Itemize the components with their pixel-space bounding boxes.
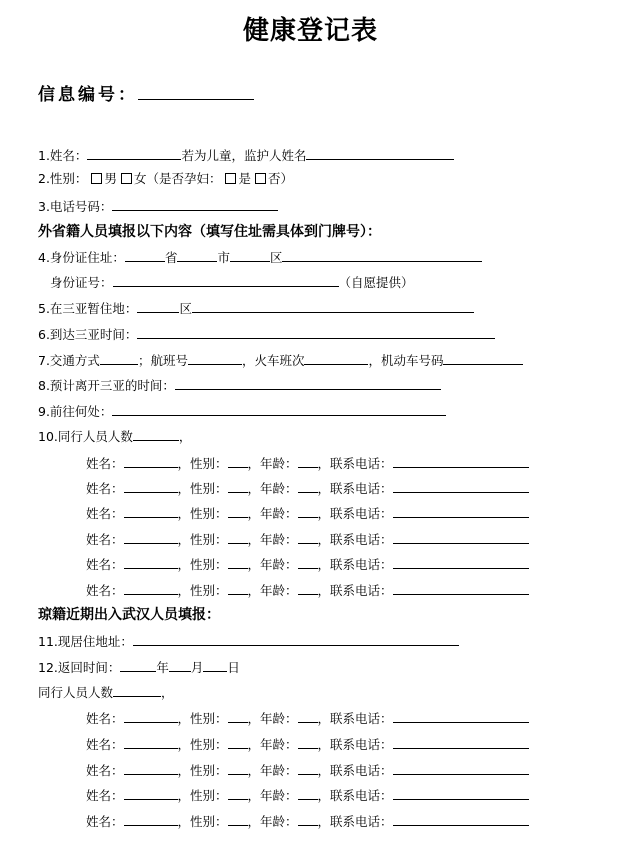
companion-age-field[interactable] xyxy=(298,581,318,595)
companion-age-field[interactable] xyxy=(298,504,318,518)
companion-phone-field[interactable] xyxy=(393,735,529,749)
companions2-comma: ， xyxy=(161,685,174,700)
companion-name-field[interactable] xyxy=(124,812,178,826)
return-month-field[interactable] xyxy=(169,658,191,672)
companion-row xyxy=(86,812,529,828)
male-checkbox[interactable] xyxy=(91,173,102,184)
companion-name-field[interactable] xyxy=(124,504,178,518)
companion-name-field[interactable] xyxy=(124,555,178,569)
destination-label: 9.前往何处： xyxy=(38,404,113,419)
phone-field[interactable] xyxy=(112,197,278,211)
companion-age-field[interactable] xyxy=(298,735,318,749)
companion-name-label: 姓名： xyxy=(86,456,124,471)
companions-field[interactable] xyxy=(133,427,179,441)
gender-row xyxy=(38,171,293,187)
companion-age-label: ，年龄： xyxy=(247,532,298,547)
companion-name-label: 姓名： xyxy=(86,737,124,752)
flight-field[interactable] xyxy=(188,351,242,365)
return-day-field[interactable] xyxy=(203,658,227,672)
companion-name-field[interactable] xyxy=(124,530,178,544)
page-title: 健康登记表 xyxy=(242,16,378,46)
companion-name-label: 姓名： xyxy=(86,763,124,778)
companion-row xyxy=(86,454,529,470)
city-label: 市 xyxy=(217,250,230,265)
companion-phone-label: ，联系电话： xyxy=(317,788,393,803)
companion-gender-field[interactable] xyxy=(228,504,248,518)
companion-age-label: ，年龄： xyxy=(247,763,298,778)
companions2-field[interactable] xyxy=(113,683,161,697)
return-time-label: 12.返回时间： xyxy=(38,660,121,675)
companions2-label: 同行人员人数 xyxy=(38,685,114,700)
companion-row xyxy=(86,786,529,802)
companion-row xyxy=(86,479,529,495)
companion-phone-field[interactable] xyxy=(393,812,529,826)
companion-phone-label: ，联系电话： xyxy=(317,506,393,521)
companion-age-field[interactable] xyxy=(298,555,318,569)
companion-name-label: 姓名： xyxy=(86,583,124,598)
province-field[interactable] xyxy=(125,248,165,262)
companion-gender-label: ，性别： xyxy=(177,788,228,803)
companion-phone-label: ，联系电话： xyxy=(317,711,393,726)
name-field[interactable] xyxy=(87,146,181,160)
phone-label: 3.电话号码： xyxy=(38,199,113,214)
id-number-row xyxy=(50,273,414,289)
day-label: 日 xyxy=(227,660,240,675)
arrival-time-row xyxy=(38,325,495,341)
companions2-row xyxy=(38,683,174,699)
pregnant-yes-checkbox[interactable] xyxy=(225,173,236,184)
companion-phone-field[interactable] xyxy=(393,479,529,493)
companion-age-field[interactable] xyxy=(298,709,318,723)
companion-phone-label: ，联系电话： xyxy=(317,737,393,752)
sanya-district-label: 区 xyxy=(179,301,192,316)
transport-field[interactable] xyxy=(100,351,138,365)
female-label: 女（是否孕妇： xyxy=(133,171,222,186)
companion-phone-label: ，联系电话： xyxy=(317,481,393,496)
pregnant-yes-label: 是 xyxy=(238,171,251,186)
year-label: 年 xyxy=(156,660,169,675)
companion-age-field[interactable] xyxy=(298,530,318,544)
leave-time-field[interactable] xyxy=(175,376,441,390)
current-address-field[interactable] xyxy=(133,632,459,646)
companion-phone-field[interactable] xyxy=(393,709,529,723)
companion-gender-label: ，性别： xyxy=(177,456,228,471)
companion-row xyxy=(86,555,529,571)
companion-row xyxy=(86,735,529,751)
sanya-address-row xyxy=(38,299,474,315)
district-field[interactable] xyxy=(230,248,270,262)
leave-time-row xyxy=(38,376,441,392)
companion-age-label: ，年龄： xyxy=(247,583,298,598)
companion-gender-field[interactable] xyxy=(228,735,248,749)
info-number-row xyxy=(38,80,254,105)
companion-gender-field[interactable] xyxy=(228,479,248,493)
companion-name-label: 姓名： xyxy=(86,814,124,829)
transport-row xyxy=(38,351,523,367)
companion-phone-field[interactable] xyxy=(393,761,529,775)
companion-phone-field[interactable] xyxy=(393,504,529,518)
companions-label: 10.同行人员人数 xyxy=(38,429,133,444)
companions-row xyxy=(38,427,191,443)
name-row xyxy=(38,146,454,162)
companion-row xyxy=(86,504,529,520)
female-checkbox[interactable] xyxy=(121,173,132,184)
phone-row xyxy=(38,197,278,213)
companion-gender-field[interactable] xyxy=(228,709,248,723)
companion-phone-field[interactable] xyxy=(393,555,529,569)
train-label: ，火车班次 xyxy=(241,353,305,368)
companion-gender-field[interactable] xyxy=(228,581,248,595)
arrival-time-field[interactable] xyxy=(137,325,495,339)
companion-age-field[interactable] xyxy=(298,812,318,826)
companion-age-label: ，年龄： xyxy=(247,506,298,521)
month-label: 月 xyxy=(190,660,204,675)
companion-gender-label: ，性别： xyxy=(177,481,228,496)
nonlocal-heading: 外省籍人员填报以下内容（填写住址需具体到门牌号）： xyxy=(38,224,381,240)
companion-phone-label: ，联系电话： xyxy=(317,456,393,471)
companion-age-field[interactable] xyxy=(298,479,318,493)
companion-phone-label: ，联系电话： xyxy=(317,814,393,829)
companion-gender-label: ，性别： xyxy=(177,737,228,752)
companion-gender-label: ，性别： xyxy=(177,814,228,829)
companion-age-label: ，年龄： xyxy=(247,711,298,726)
gender-label: 2.性别： xyxy=(38,171,88,186)
sanya-street-field[interactable] xyxy=(192,299,474,313)
companion-name-field[interactable] xyxy=(124,786,178,800)
companion-age-label: ，年龄： xyxy=(247,814,298,829)
city-field[interactable] xyxy=(177,248,217,262)
companion-phone-field[interactable] xyxy=(393,530,529,544)
companion-phone-field[interactable] xyxy=(393,581,529,595)
companion-phone-label: ，联系电话： xyxy=(317,763,393,778)
companion-phone-field[interactable] xyxy=(393,454,529,468)
companion-age-label: ，年龄： xyxy=(247,481,298,496)
companion-age-label: ，年龄： xyxy=(247,456,298,471)
companion-name-label: 姓名： xyxy=(86,788,124,803)
companion-age-label: ，年龄： xyxy=(247,788,298,803)
companion-gender-label: ，性别： xyxy=(177,583,228,598)
companion-row xyxy=(86,581,529,597)
name-label: 1.姓名： xyxy=(38,148,88,163)
companion-age-field[interactable] xyxy=(298,786,318,800)
transport-label: 7.交通方式 xyxy=(38,353,100,368)
companion-age-label: ，年龄： xyxy=(247,557,298,572)
arrival-time-label: 6.到达三亚时间： xyxy=(38,327,138,342)
destination-field[interactable] xyxy=(112,402,446,416)
companion-name-label: 姓名： xyxy=(86,557,124,572)
companion-name-label: 姓名： xyxy=(86,506,124,521)
vehicle-label: ，机动车号码 xyxy=(368,353,444,368)
destination-row xyxy=(38,402,446,418)
return-year-field[interactable] xyxy=(120,658,156,672)
companions-comma: ， xyxy=(178,429,192,444)
sanya-district-field[interactable] xyxy=(137,299,179,313)
sanya-address-label: 5.在三亚暂住地： xyxy=(38,301,138,316)
male-label: 男 xyxy=(104,171,117,186)
companion-name-label: 姓名： xyxy=(86,481,124,496)
companion-row xyxy=(86,709,529,725)
companion-gender-field[interactable] xyxy=(228,761,248,775)
companion-row xyxy=(86,761,529,777)
id-number-field[interactable] xyxy=(113,273,339,287)
companion-name-field[interactable] xyxy=(124,581,178,595)
companion-age-field[interactable] xyxy=(298,761,318,775)
province-label: 省 xyxy=(164,250,178,265)
hainan-heading: 琼籍近期出入武汉人员填报： xyxy=(38,607,220,623)
companion-phone-label: ，联系电话： xyxy=(317,532,393,547)
district-label: 区 xyxy=(269,250,283,265)
pregnant-no-label: 否） xyxy=(267,171,293,186)
info-number-label: 信息编号： xyxy=(38,85,138,105)
current-address-label: 11.现居住地址： xyxy=(38,634,133,649)
companion-age-field[interactable] xyxy=(298,454,318,468)
companion-gender-field[interactable] xyxy=(228,454,248,468)
train-field[interactable] xyxy=(304,351,368,365)
return-time-row xyxy=(38,658,240,674)
pregnant-no-checkbox[interactable] xyxy=(255,173,266,184)
id-address-label: 4.身份证住址： xyxy=(38,250,125,265)
companion-phone-field[interactable] xyxy=(393,786,529,800)
flight-label: ；航班号 xyxy=(137,353,188,368)
companion-phone-label: ，联系电话： xyxy=(317,583,393,598)
companion-gender-label: ，性别： xyxy=(177,763,228,778)
guardian-field[interactable] xyxy=(306,146,454,160)
companion-phone-label: ，联系电话： xyxy=(317,557,393,572)
guardian-label: 若为儿童，监护人姓名 xyxy=(181,148,307,163)
id-number-label: 身份证号： xyxy=(50,275,113,290)
companion-name-field[interactable] xyxy=(124,479,178,493)
street-field[interactable] xyxy=(282,248,482,262)
companion-name-field[interactable] xyxy=(124,735,178,749)
companion-gender-label: ，性别： xyxy=(177,532,228,547)
companion-gender-field[interactable] xyxy=(228,786,248,800)
companion-gender-field[interactable] xyxy=(228,530,248,544)
companion-name-label: 姓名： xyxy=(86,532,124,547)
companion-name-field[interactable] xyxy=(124,761,178,775)
companion-gender-field[interactable] xyxy=(228,812,248,826)
companion-age-label: ，年龄： xyxy=(247,737,298,752)
current-address-row xyxy=(38,632,459,648)
companion-gender-field[interactable] xyxy=(228,555,248,569)
companion-gender-label: ，性别： xyxy=(177,557,228,572)
vehicle-field[interactable] xyxy=(443,351,523,365)
info-number-field[interactable] xyxy=(138,86,254,100)
companion-name-field[interactable] xyxy=(124,454,178,468)
companion-gender-label: ，性别： xyxy=(177,711,228,726)
companion-gender-label: ，性别： xyxy=(177,506,228,521)
companion-name-label: 姓名： xyxy=(86,711,124,726)
id-address-row xyxy=(38,248,482,264)
companion-name-field[interactable] xyxy=(124,709,178,723)
voluntary-note: （自愿提供） xyxy=(338,275,414,290)
companion-row xyxy=(86,530,529,546)
leave-time-label: 8.预计离开三亚的时间： xyxy=(38,378,175,393)
